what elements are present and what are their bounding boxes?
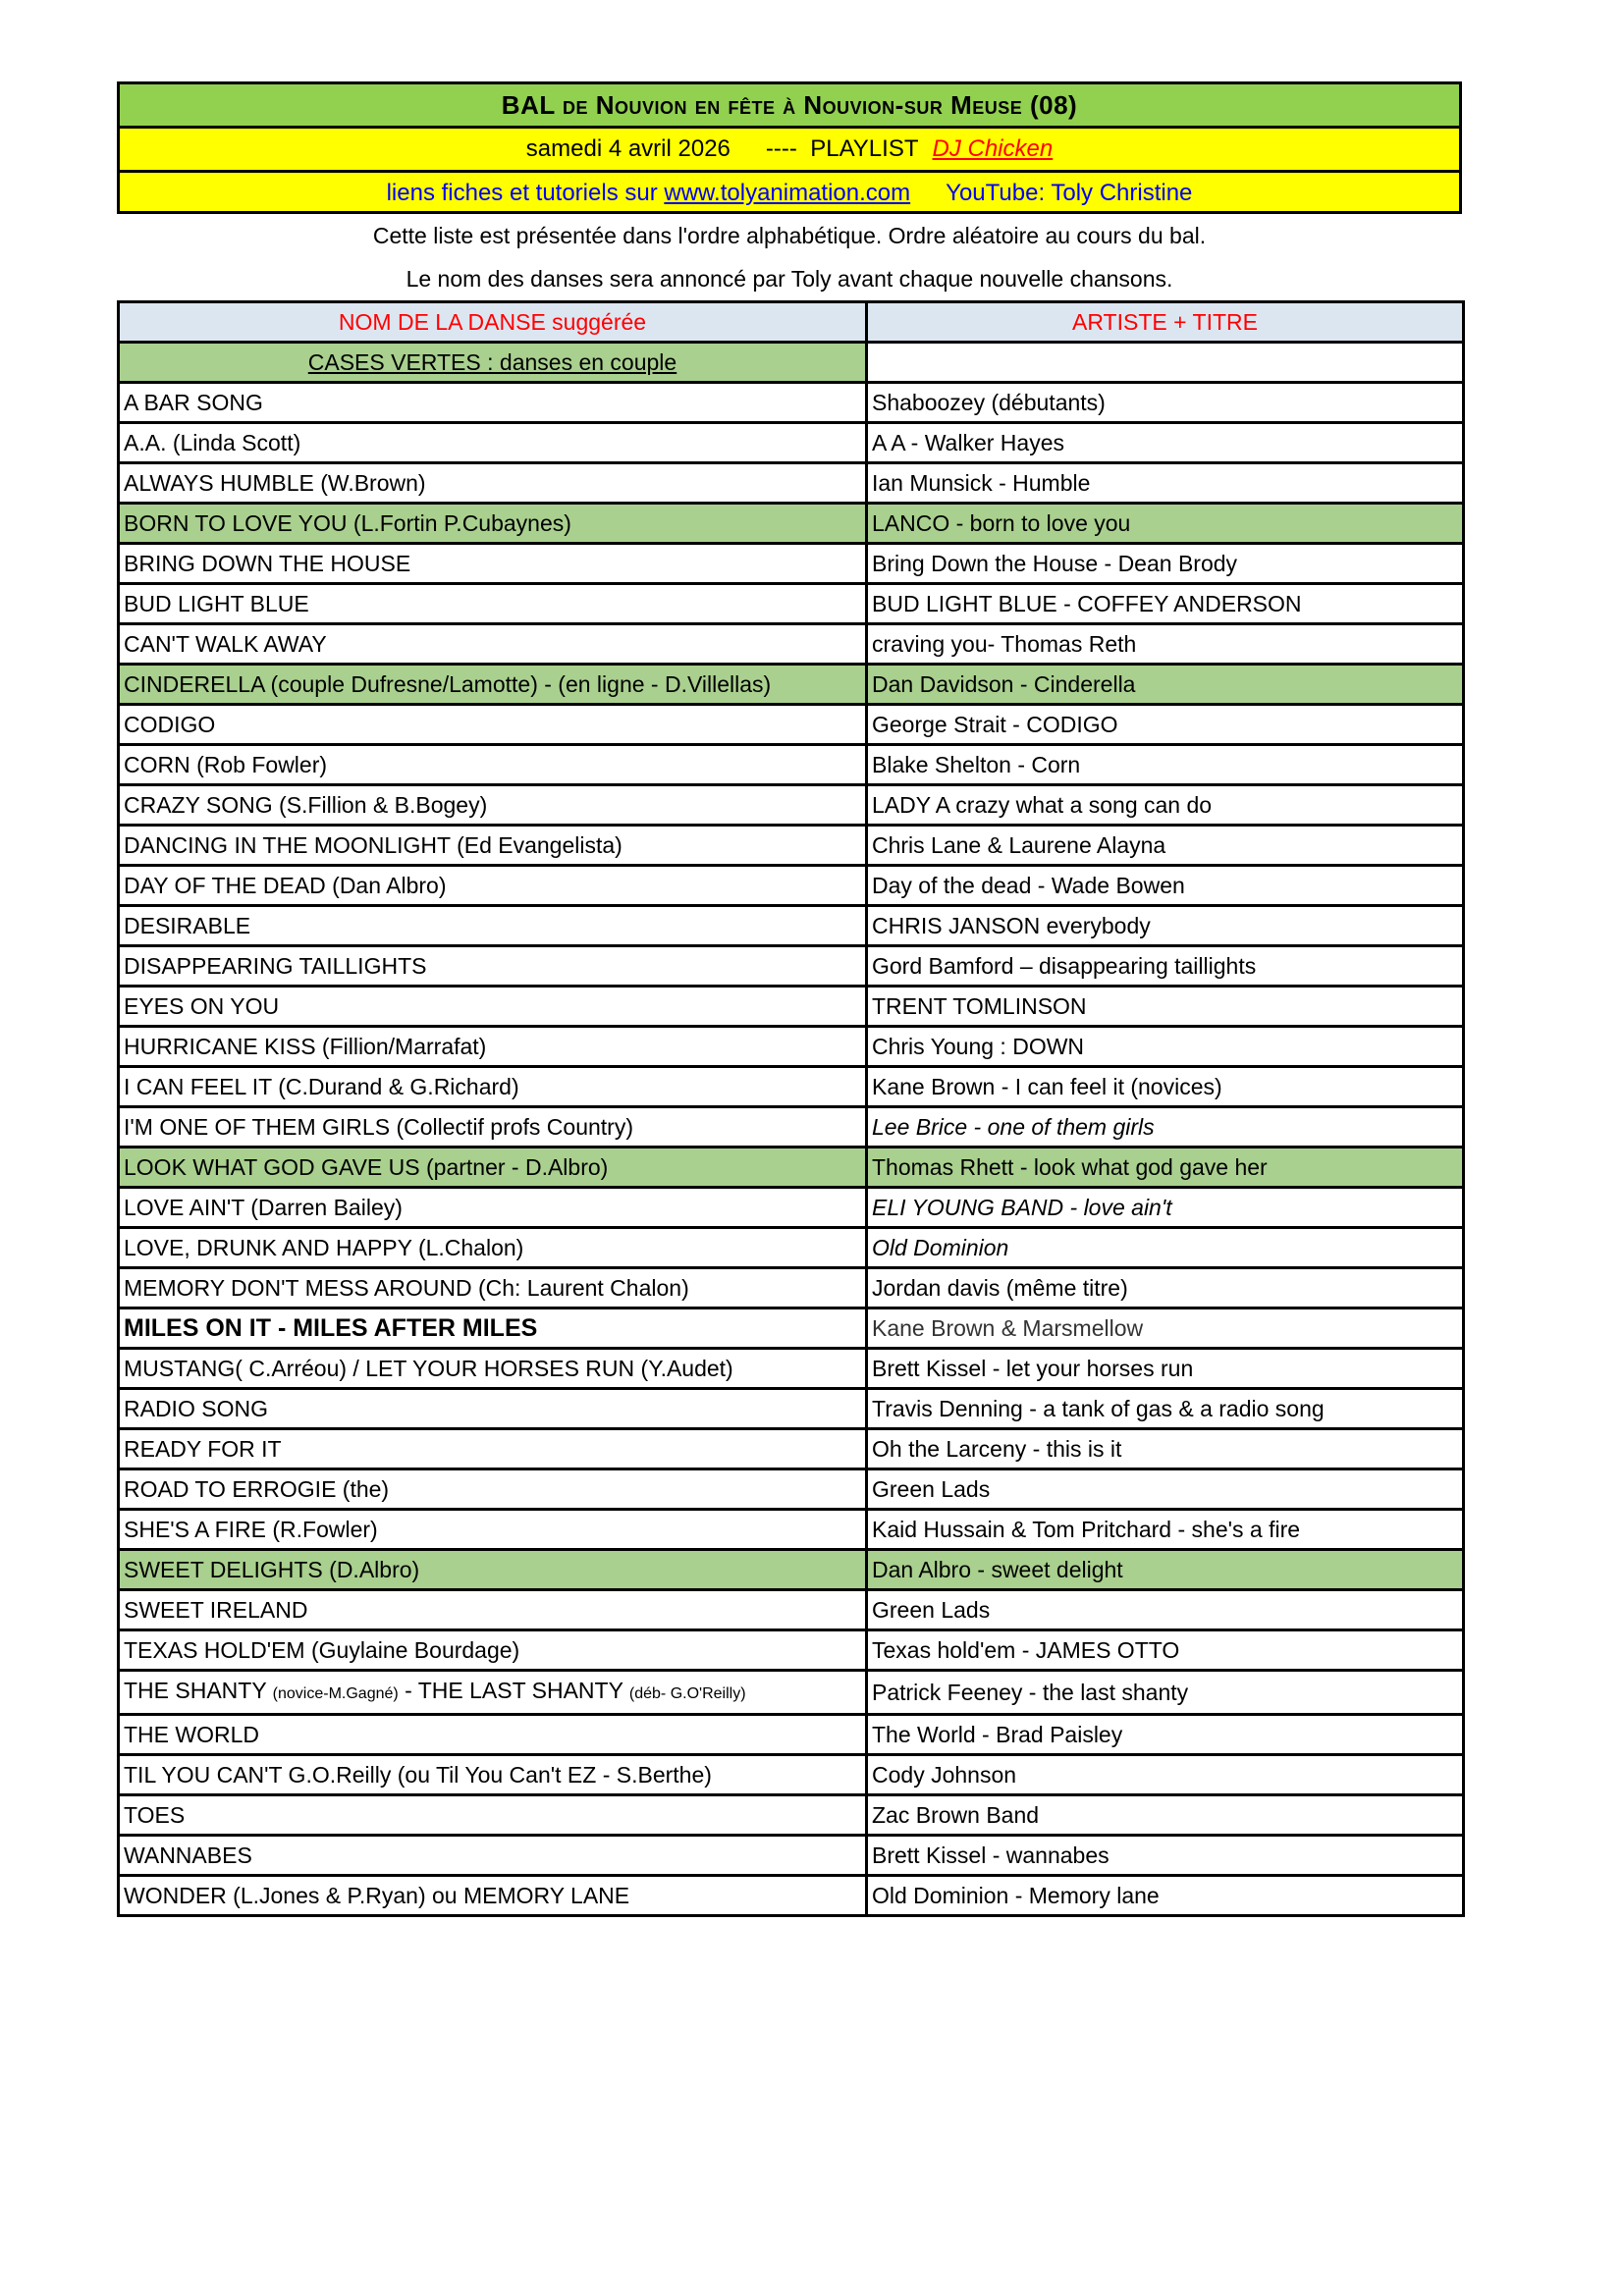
artist-cell: Oh the Larceny - this is it	[867, 1429, 1464, 1469]
playlist-table	[117, 300, 1465, 1917]
artist-cell: Old Dominion	[867, 1228, 1464, 1268]
dance-cell: MILES ON IT - MILES AFTER MILES	[119, 1308, 867, 1349]
artist-cell: A A - Walker Hayes	[867, 423, 1464, 463]
dance-cell: HURRICANE KISS (Fillion/Marrafat)	[119, 1027, 867, 1067]
table-row	[119, 544, 1464, 584]
artist-cell: Shaboozey (débutants)	[867, 383, 1464, 423]
dance-cell: A BAR SONG	[119, 383, 867, 423]
table-row	[119, 1469, 1464, 1510]
dance-cell: LOOK WHAT GOD GAVE US (partner - D.Albro)	[119, 1148, 867, 1188]
table-row	[119, 785, 1464, 826]
playlist-label: PLAYLIST	[810, 135, 919, 162]
table-row	[119, 1630, 1464, 1671]
legend-row	[119, 343, 1464, 383]
table-row	[119, 1876, 1464, 1916]
table-row-couple	[119, 504, 1464, 544]
dance-cell: SWEET IRELAND	[119, 1590, 867, 1630]
artist-cell: Travis Denning - a tank of gas & a radio song	[867, 1389, 1464, 1429]
table-row	[119, 866, 1464, 906]
artist-cell: Chris Young : DOWN	[867, 1027, 1464, 1067]
dance-cell: BRING DOWN THE HOUSE	[119, 544, 867, 584]
table-row	[119, 946, 1464, 987]
table-row	[119, 826, 1464, 866]
event-title: BAL de Nouvion en fête à Nouvion-sur Meuse (08)	[117, 81, 1462, 126]
dance-cell: WANNABES	[119, 1836, 867, 1876]
artist-cell: Old Dominion - Memory lane	[867, 1876, 1464, 1916]
intro-line-2: Le nom des danses sera annoncé par Toly avant chaque nouvelle chansons.	[406, 266, 1173, 292]
dance-cell: READY FOR IT	[119, 1429, 867, 1469]
table-row	[119, 1755, 1464, 1795]
table-row	[119, 423, 1464, 463]
artist-cell: The World - Brad Paisley	[867, 1715, 1464, 1755]
artist-cell: LADY A crazy what a song can do	[867, 785, 1464, 826]
dance-alt-name: - THE LAST SHANTY	[398, 1678, 629, 1703]
table-row	[119, 463, 1464, 504]
dance-cell: ROAD TO ERROGIE (the)	[119, 1469, 867, 1510]
separator: ----	[765, 135, 797, 162]
col-dance-header: NOM DE LA DANSE suggérée	[119, 302, 867, 343]
artist-cell: Kaid Hussain & Tom Pritchard - she's a fire	[867, 1510, 1464, 1550]
event-date: samedi 4 avril 2026	[525, 135, 731, 162]
artist-cell: Kane Brown & Marsmellow	[867, 1308, 1464, 1349]
table-row	[119, 1228, 1464, 1268]
dance-cell: MEMORY DON'T MESS AROUND (Ch: Laurent Chalon)	[119, 1268, 867, 1308]
artist-cell: Jordan davis (même titre)	[867, 1268, 1464, 1308]
dance-cell: CRAZY SONG (S.Fillion & B.Bogey)	[119, 785, 867, 826]
table-row	[119, 906, 1464, 946]
dance-cell: MUSTANG( C.Arréou) / LET YOUR HORSES RUN (Y.Audet)	[119, 1349, 867, 1389]
artist-cell: CHRIS JANSON everybody	[867, 906, 1464, 946]
table-row	[119, 1795, 1464, 1836]
dance-cell: TEXAS HOLD'EM (Guylaine Bourdage)	[119, 1630, 867, 1671]
dance-cell: DANCING IN THE MOONLIGHT (Ed Evangelista)	[119, 826, 867, 866]
dance-cell: I'M ONE OF THEM GIRLS (Collectif profs Country)	[119, 1107, 867, 1148]
table-row-couple	[119, 1550, 1464, 1590]
dance-cell: RADIO SONG	[119, 1389, 867, 1429]
table-row	[119, 1429, 1464, 1469]
table-row	[119, 1349, 1464, 1389]
dance-cell: CAN'T WALK AWAY	[119, 624, 867, 665]
dance-cell: DAY OF THE DEAD (Dan Albro)	[119, 866, 867, 906]
artist-cell: Bring Down the House - Dean Brody	[867, 544, 1464, 584]
artist-cell: Kane Brown - I can feel it (novices)	[867, 1067, 1464, 1107]
artist-cell: Zac Brown Band	[867, 1795, 1464, 1836]
event-date-line	[117, 126, 1462, 170]
artist-cell: Green Lads	[867, 1590, 1464, 1630]
artist-cell: Patrick Feeney - the last shanty	[867, 1671, 1464, 1715]
table-row	[119, 383, 1464, 423]
table-row	[119, 987, 1464, 1027]
table-row	[119, 1107, 1464, 1148]
artist-cell: Ian Munsick - Humble	[867, 463, 1464, 504]
table-row	[119, 624, 1464, 665]
dance-cell: EYES ON YOU	[119, 987, 867, 1027]
table-row	[119, 1510, 1464, 1550]
youtube-text: YouTube: Toly Christine	[946, 180, 1193, 206]
dance-cell: LOVE AIN'T (Darren Bailey)	[119, 1188, 867, 1228]
artist-cell: Brett Kissel - let your horses run	[867, 1349, 1464, 1389]
artist-cell: Day of the dead - Wade Bowen	[867, 866, 1464, 906]
dance-note: (déb- G.O'Reilly)	[628, 1685, 746, 1702]
col-artist-header: ARTISTE + TITRE	[867, 302, 1464, 343]
artist-cell: ELI YOUNG BAND - love ain't	[867, 1188, 1464, 1228]
dance-cell: DISAPPEARING TAILLIGHTS	[119, 946, 867, 987]
artist-cell: Texas hold'em - JAMES OTTO	[867, 1630, 1464, 1671]
artist-cell: Green Lads	[867, 1469, 1464, 1510]
dance-name: THE SHANTY	[124, 1678, 267, 1703]
artist-cell: Chris Lane & Laurene Alayna	[867, 826, 1464, 866]
dance-cell: WONDER (L.Jones & P.Ryan) ou MEMORY LANE	[119, 1876, 867, 1916]
table-row	[119, 1027, 1464, 1067]
dance-cell: THE WORLD	[119, 1715, 867, 1755]
table-row	[119, 584, 1464, 624]
table-row	[119, 1389, 1464, 1429]
dance-cell: ALWAYS HUMBLE (W.Brown)	[119, 463, 867, 504]
table-row	[119, 1836, 1464, 1876]
green-note: CASES VERTES : danses en couple	[119, 343, 867, 383]
artist-cell: TRENT TOMLINSON	[867, 987, 1464, 1027]
table-row	[119, 1715, 1464, 1755]
playlist-sheet	[117, 81, 1462, 1917]
dance-cell: CORN (Rob Fowler)	[119, 745, 867, 785]
table-row	[119, 1590, 1464, 1630]
dance-note: (novice-M.Gagné)	[272, 1685, 399, 1702]
dance-cell: LOVE, DRUNK AND HAPPY (L.Chalon)	[119, 1228, 867, 1268]
table-row	[119, 1671, 1464, 1715]
artist-cell: craving you- Thomas Reth	[867, 624, 1464, 665]
artist-cell: LANCO - born to love you	[867, 504, 1464, 544]
table-row	[119, 1308, 1464, 1349]
dance-cell: A.A. (Linda Scott)	[119, 423, 867, 463]
intro-line-1: Cette liste est présentée dans l'ordre alphabétique. Ordre aléatoire au cours du bal.	[372, 223, 1207, 248]
artist-cell: Thomas Rhett - look what god gave her	[867, 1148, 1464, 1188]
links-line	[117, 170, 1462, 214]
dance-cell: SHE'S A FIRE (R.Fowler)	[119, 1510, 867, 1550]
table-row-couple	[119, 1148, 1464, 1188]
dj-name: DJ Chicken	[932, 135, 1054, 162]
artist-cell: BUD LIGHT BLUE - COFFEY ANDERSON	[867, 584, 1464, 624]
table-header	[119, 302, 1464, 343]
table-row	[119, 745, 1464, 785]
dance-cell: CODIGO	[119, 705, 867, 745]
artist-cell: Blake Shelton - Corn	[867, 745, 1464, 785]
dance-cell: TIL YOU CAN'T G.O.Reilly (ou Til You Can't EZ - S.Berthe)	[119, 1755, 867, 1795]
website-link[interactable]: www.tolyanimation.com	[664, 180, 911, 206]
artist-cell: Lee Brice - one of them girls	[867, 1107, 1464, 1148]
dance-cell: DESIRABLE	[119, 906, 867, 946]
artist-cell: George Strait - CODIGO	[867, 705, 1464, 745]
links-text: liens fiches et tutoriels sur	[386, 180, 658, 206]
table-row	[119, 1268, 1464, 1308]
dance-cell: BORN TO LOVE YOU (L.Fortin P.Cubaynes)	[119, 504, 867, 544]
artist-cell: Cody Johnson	[867, 1755, 1464, 1795]
table-row	[119, 1188, 1464, 1228]
artist-cell: Gord Bamford – disappearing taillights	[867, 946, 1464, 987]
dance-cell	[119, 1671, 867, 1715]
artist-cell: Brett Kissel - wannabes	[867, 1836, 1464, 1876]
table-row	[119, 1067, 1464, 1107]
dance-cell: CINDERELLA (couple Dufresne/Lamotte) - (en ligne - D.Villellas)	[119, 665, 867, 705]
dance-cell: BUD LIGHT BLUE	[119, 584, 867, 624]
blank-cell	[867, 343, 1464, 383]
dance-cell: I CAN FEEL IT (C.Durand & G.Richard)	[119, 1067, 867, 1107]
dance-cell: SWEET DELIGHTS (D.Albro)	[119, 1550, 867, 1590]
artist-cell: Dan Albro - sweet delight	[867, 1550, 1464, 1590]
dance-cell: TOES	[119, 1795, 867, 1836]
table-row-couple	[119, 665, 1464, 705]
table-row	[119, 705, 1464, 745]
artist-cell: Dan Davidson - Cinderella	[867, 665, 1464, 705]
